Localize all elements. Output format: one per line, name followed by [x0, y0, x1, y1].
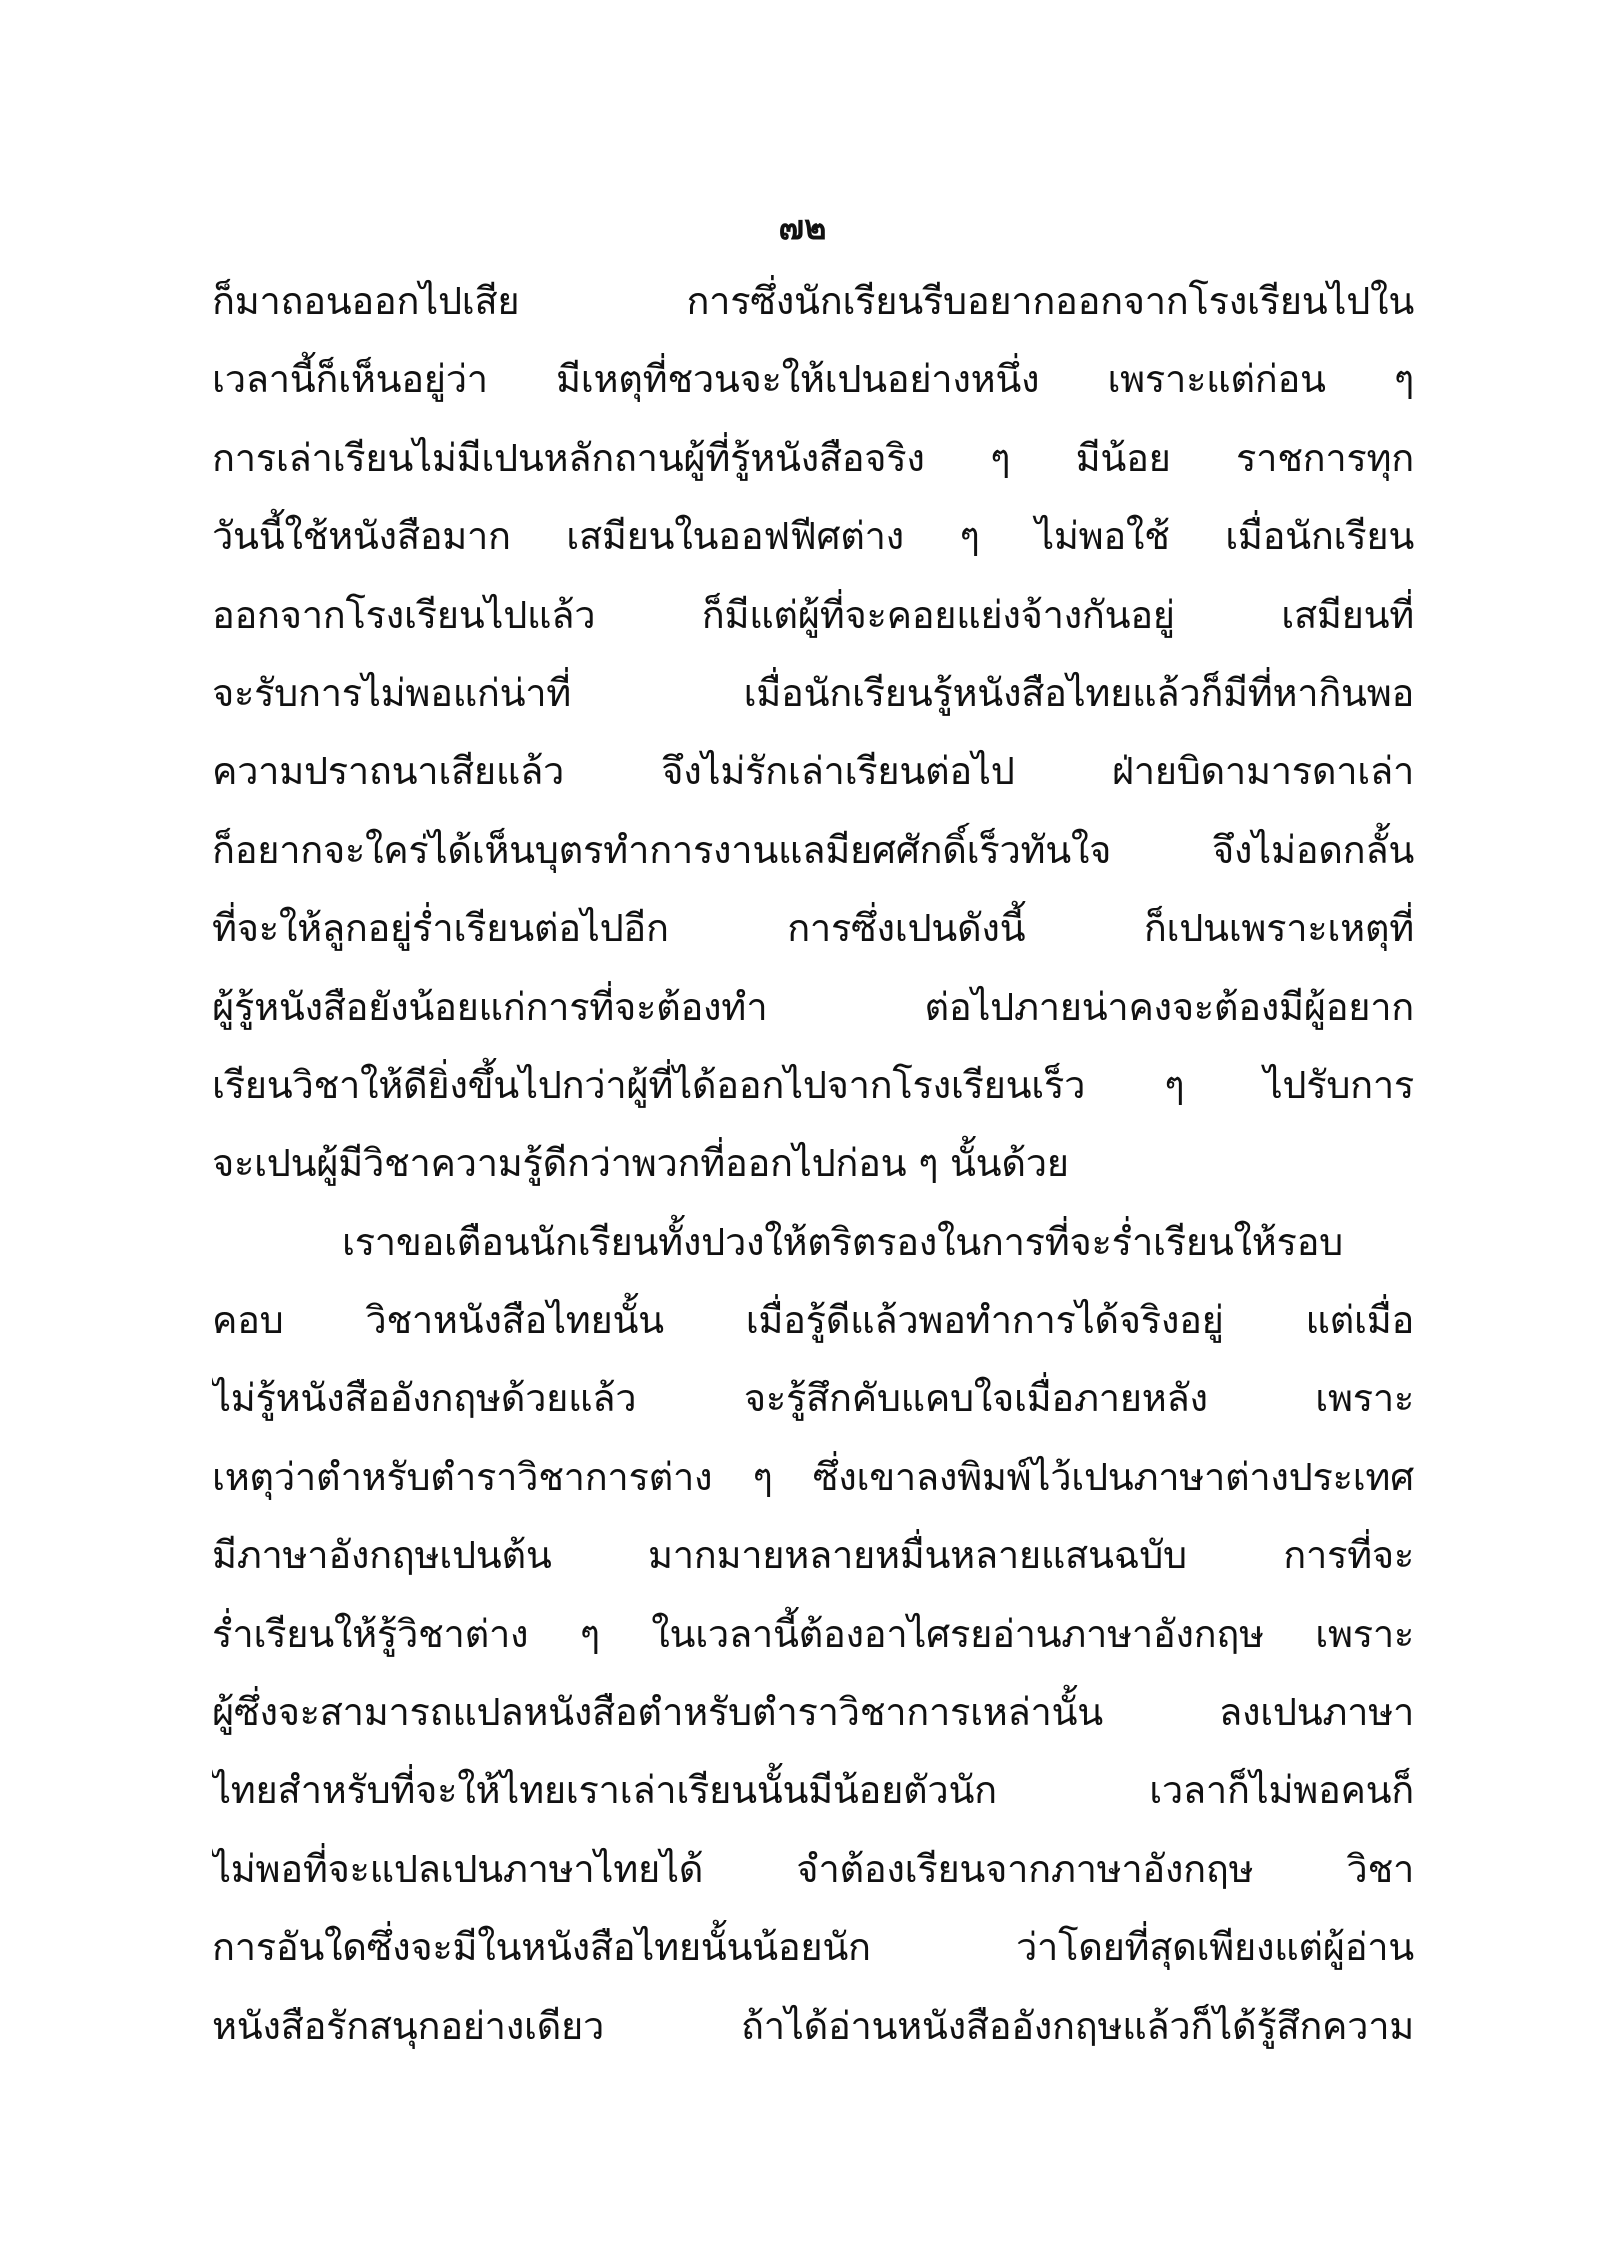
text-line: เหตุว่าตำหรับตำราวิชาการต่าง ๆ ซึ่งเขาลงพิมพ์ไว้เปนภาษาต่างประเทศ: [212, 1454, 1414, 1499]
text-line: เราขอเตือนนักเรียนทั้งปวงให้ตริตรองในการที่จะร่ำเรียนให้รอบ: [342, 1219, 1343, 1264]
text-line: ผู้รู้หนังสือยังน้อยแก่การที่จะต้องทำ ต่อไปภายน่าคงจะต้องมีผู้อยาก: [212, 984, 1414, 1029]
text-line: ที่จะให้ลูกอยู่ร่ำเรียนต่อไปอีก การซึ่งเปนดังนี้ ก็เปนเพราะเหตุที่: [212, 906, 1414, 951]
text-line: ผู้ซึ่งจะสามารถแปลหนังสือตำหรับตำราวิชาการเหล่านั้น ลงเปนภาษา: [212, 1690, 1414, 1735]
text-line: จะรับการไม่พอแก่น่าที่ เมื่อนักเรียนรู้หนังสือไทยแล้วก็มีที่หากินพอ: [212, 670, 1414, 715]
text-line: การเล่าเรียนไม่มีเปนหลักถานผู้ที่รู้หนังสือจริง ๆ มีน้อย ราชการทุก: [212, 435, 1414, 480]
text-line: ก็อยากจะใคร่ได้เห็นบุตรทำการงานแลมียศศักดิ์เร็วทันใจ จึงไม่อดกลั้น: [212, 827, 1414, 872]
text-line: ก็มาถอนออกไปเสีย การซึ่งนักเรียนรีบอยากออกจากโรงเรียนไปใน: [212, 279, 1414, 323]
text-line: วันนี้ใช้หนังสือมาก เสมียนในออฟฟีศต่าง ๆ ไม่พอใช้ เมื่อนักเรียน: [212, 514, 1414, 559]
text-line: หนังสือรักสนุกอย่างเดียว ถ้าได้อ่านหนังสืออังกฤษแล้วก็ได้รู้สึกความ: [212, 2003, 1414, 2048]
text-line: เวลานี้ก็เห็นอยู่ว่า มีเหตุที่ชวนจะให้เปนอย่างหนึ่ง เพราะแต่ก่อน ๆ: [212, 357, 1414, 402]
body-text: [212, 262, 1414, 2065]
text-line: ไม่รู้หนังสืออังกฤษด้วยแล้ว จะรู้สึกคับแคบใจเมื่อภายหลัง เพราะ: [212, 1376, 1414, 1421]
text-line: จะเปนผู้มีวิชาความรู้ดีกว่าพวกที่ออกไปก่อน ๆ นั้นด้วย: [212, 1141, 1069, 1186]
page-number: ๗๒: [778, 208, 827, 248]
text-line: มีภาษาอังกฤษเปนต้น มากมายหลายหมื่นหลายแสนฉบับ การที่จะ: [212, 1533, 1414, 1578]
text-line: คอบ วิชาหนังสือไทยนั้น เมื่อรู้ดีแล้วพอทำการได้จริงอยู่ แต่เมื่อ: [212, 1298, 1414, 1343]
text-line: ร่ำเรียนให้รู้วิชาต่าง ๆ ในเวลานี้ต้องอาไศรยอ่านภาษาอังกฤษ เพราะ: [212, 1611, 1414, 1656]
text-line: ไทยสำหรับที่จะให้ไทยเราเล่าเรียนนั้นมีน้อยตัวนัก เวลาก็ไม่พอคนก็: [212, 1768, 1414, 1813]
text-line: ออกจากโรงเรียนไปแล้ว ก็มีแต่ผู้ที่จะคอยแย่งจ้างกันอยู่ เสมียนที่: [212, 592, 1414, 637]
text-line: เรียนวิชาให้ดียิ่งขึ้นไปกว่าผู้ที่ได้ออกไปจากโรงเรียนเร็ว ๆ ไปรับการ: [212, 1062, 1414, 1107]
text-line: ไม่พอที่จะแปลเปนภาษาไทยได้ จำต้องเรียนจากภาษาอังกฤษ วิชา: [212, 1846, 1414, 1891]
text-line: การอันใดซึ่งจะมีในหนังสือไทยนั้นน้อยนัก ว่าโดยที่สุดเพียงแต่ผู้อ่าน: [212, 1925, 1414, 1970]
text-line: ความปราถนาเสียแล้ว จึงไม่รักเล่าเรียนต่อไป ฝ่ายบิดามารดาเล่า: [212, 749, 1414, 794]
